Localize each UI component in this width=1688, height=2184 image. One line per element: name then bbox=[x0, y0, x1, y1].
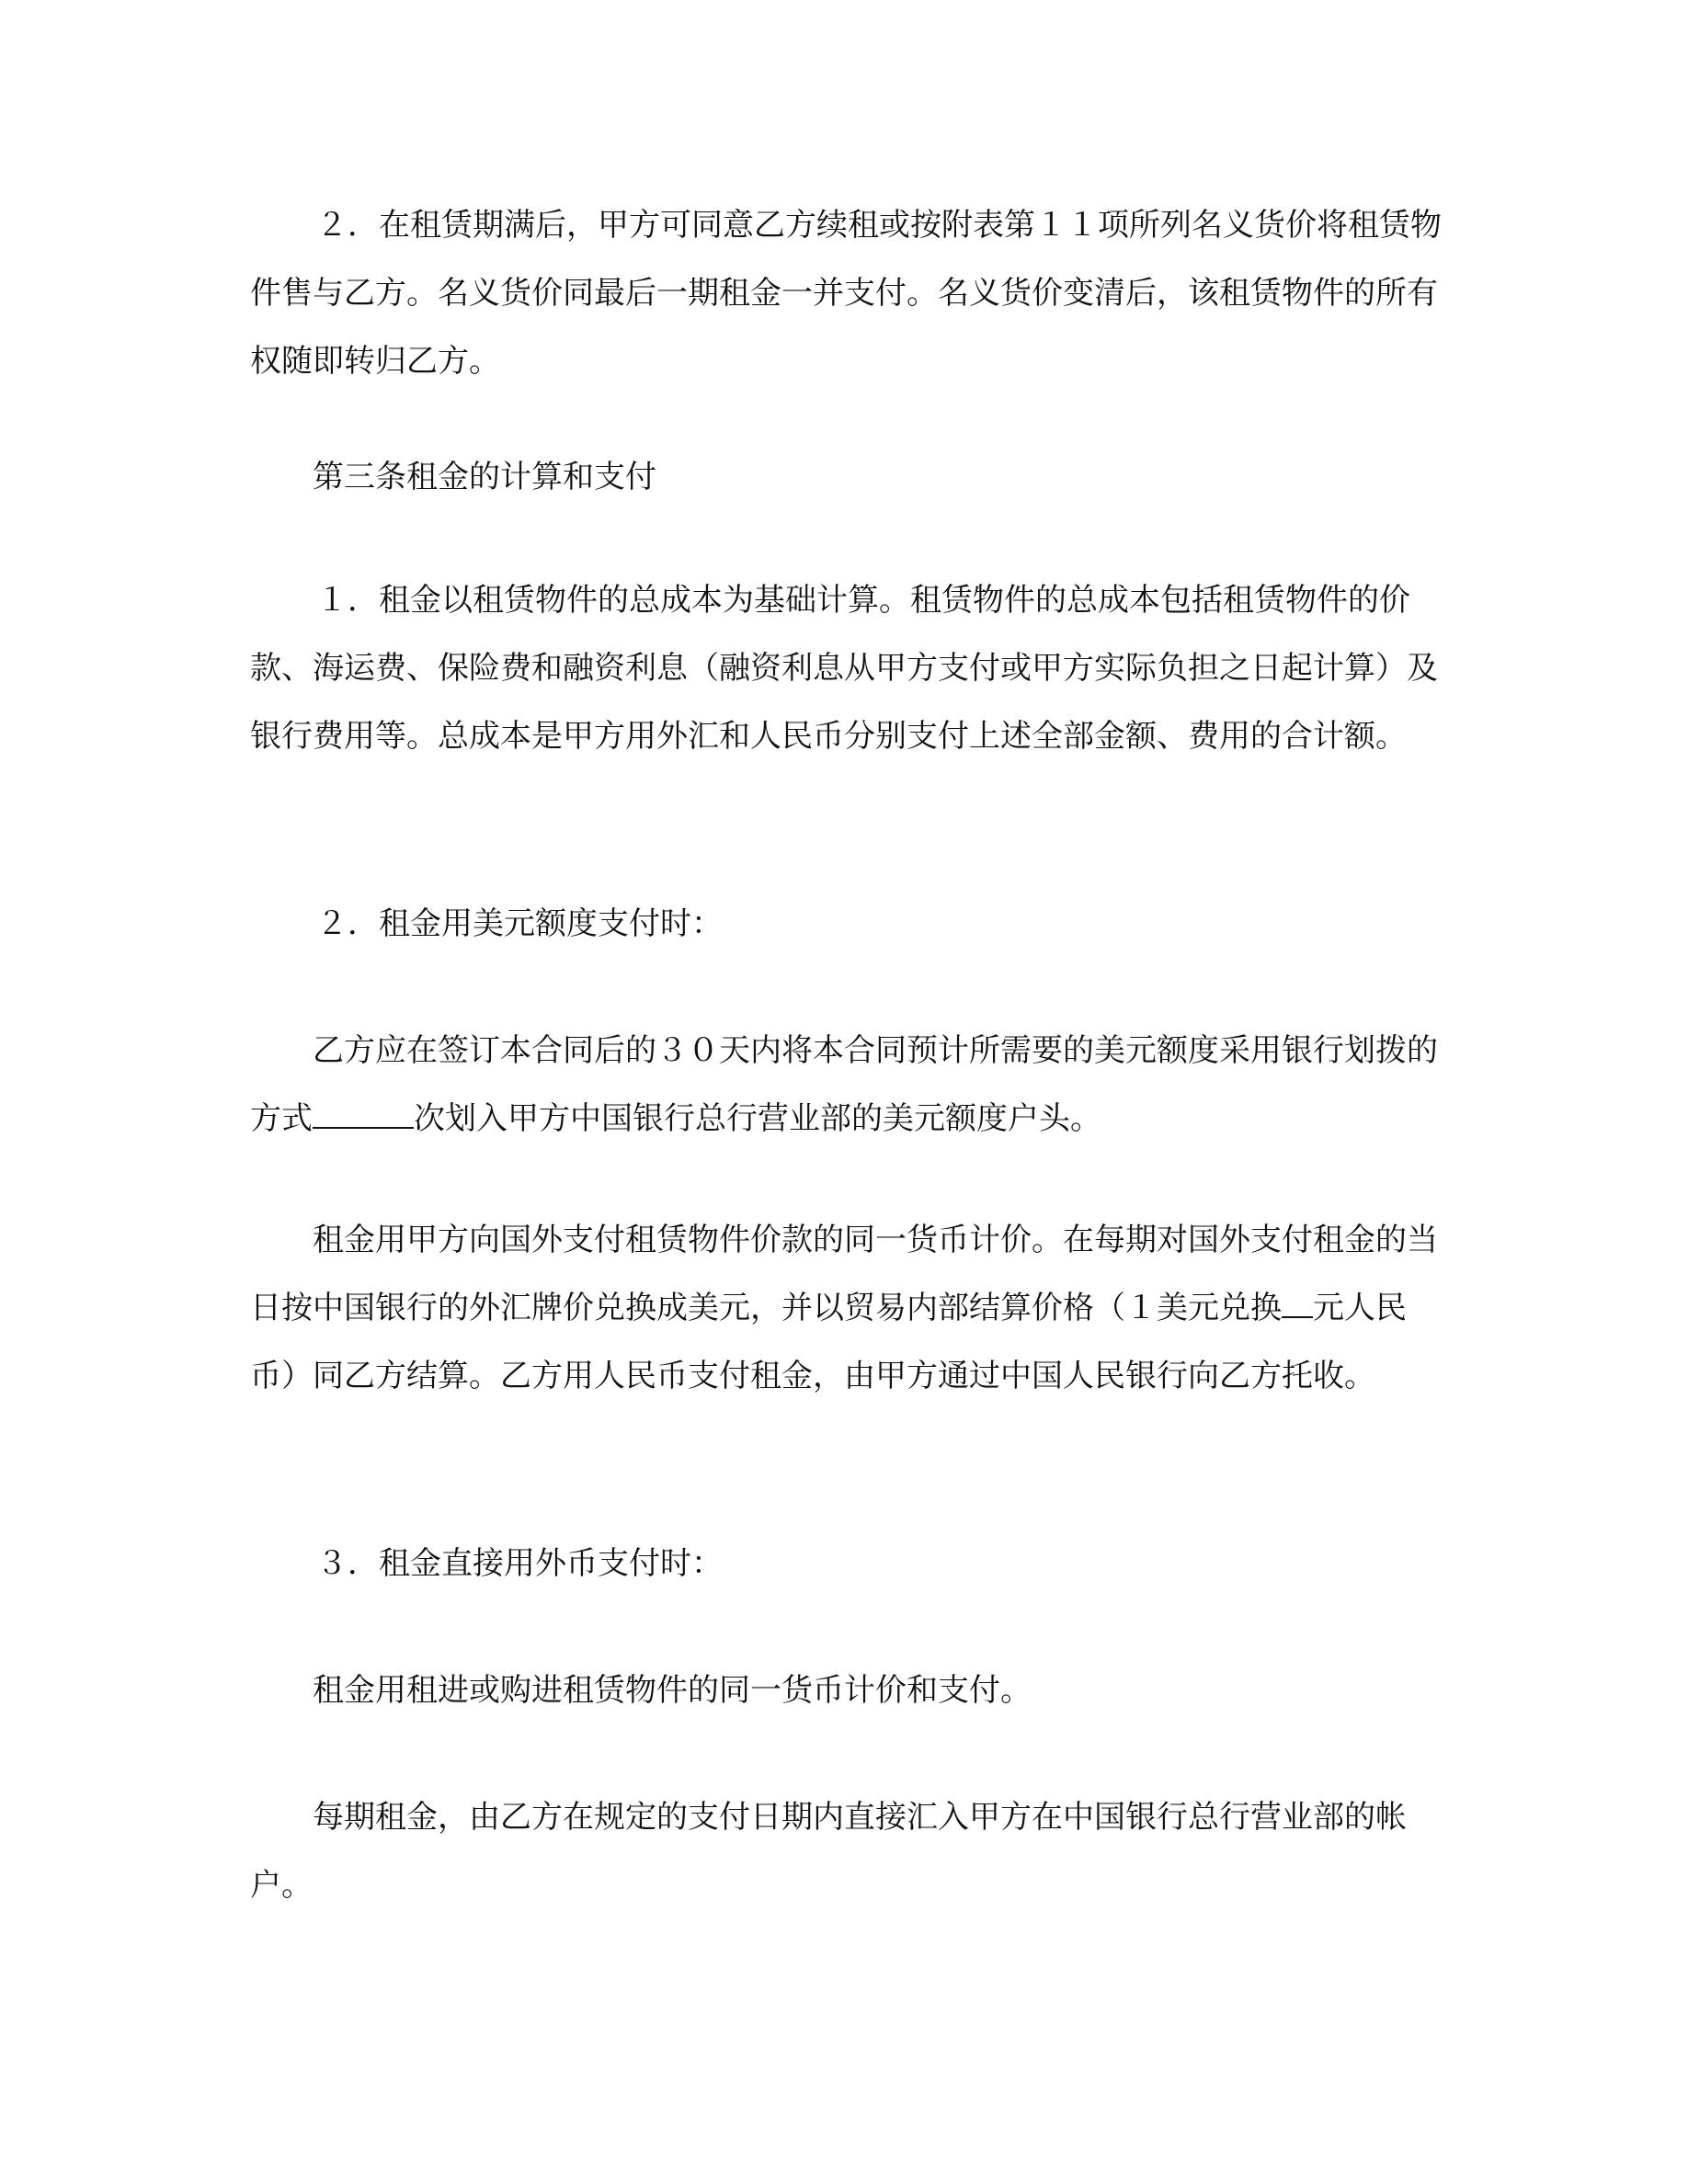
paragraph-usd-quota-heading: ２．租金用美元额度支付时： bbox=[316, 905, 723, 942]
paragraph-foreign-currency-heading: ３．租金直接用外币支付时： bbox=[316, 1545, 723, 1582]
paragraph-usd-quota-transfer-part2: 次划入甲方中国银行总行营业部的美元额度户头。 bbox=[414, 1100, 1101, 1137]
paragraph-usd-quota-transfer bbox=[250, 1017, 1445, 1153]
paragraph-same-currency: 租金用租进或购进租赁物件的同一货币计价和支付。 bbox=[313, 1672, 1032, 1709]
paragraph-currency-pricing bbox=[250, 1206, 1445, 1410]
blank-exchange-rate-field bbox=[1282, 1315, 1313, 1318]
paragraph-rent-calculation: １．租金以租赁物件的总成本为基础计算。租赁物件的总成本包括租赁物件的价款、海运费、保险费和融资利息（融资利息从甲方支付或甲方实际负担之日起计算）及银行费用等。总成本是甲方用外汇和人民币分别支付上述全部金额、费用的合计额。 bbox=[250, 582, 1438, 755]
paragraph-usd-quota-transfer-part1: 乙方应在签订本合同后的３０天内将本合同预计所需要的美元额度采用银行划拨的方式 bbox=[250, 1032, 1438, 1137]
paragraph-remittance: 每期租金，由乙方在规定的支付日期内直接汇入甲方在中国银行总行营业部的帐户。 bbox=[250, 1799, 1407, 1904]
section-heading-article-3: 第三条租金的计算和支付 bbox=[313, 459, 656, 495]
blank-times-field bbox=[313, 1126, 414, 1129]
paragraph-lease-expiry: ２．在租赁期满后，甲方可同意乙方续租或按附表第１１项所列名义货价将租赁物件售与乙方。名义货价同最后一期租金一并支付。名义货价变清后，该租赁物件的所有权随即转归乙方。 bbox=[250, 207, 1442, 380]
paragraph-currency-pricing-part1: 租金用甲方向国外支付租赁物件价款的同一货币计价。在每期对国外支付租金的当日按中国银行的外汇牌价兑换成美元，并以贸易内部结算价格（１美元兑换 bbox=[250, 1222, 1438, 1326]
paragraph-currency-pricing-part2: 元人民币）同乙方结算。乙方用人民币支付租金，由甲方通过中国人民银行向乙方托收。 bbox=[250, 1290, 1407, 1394]
